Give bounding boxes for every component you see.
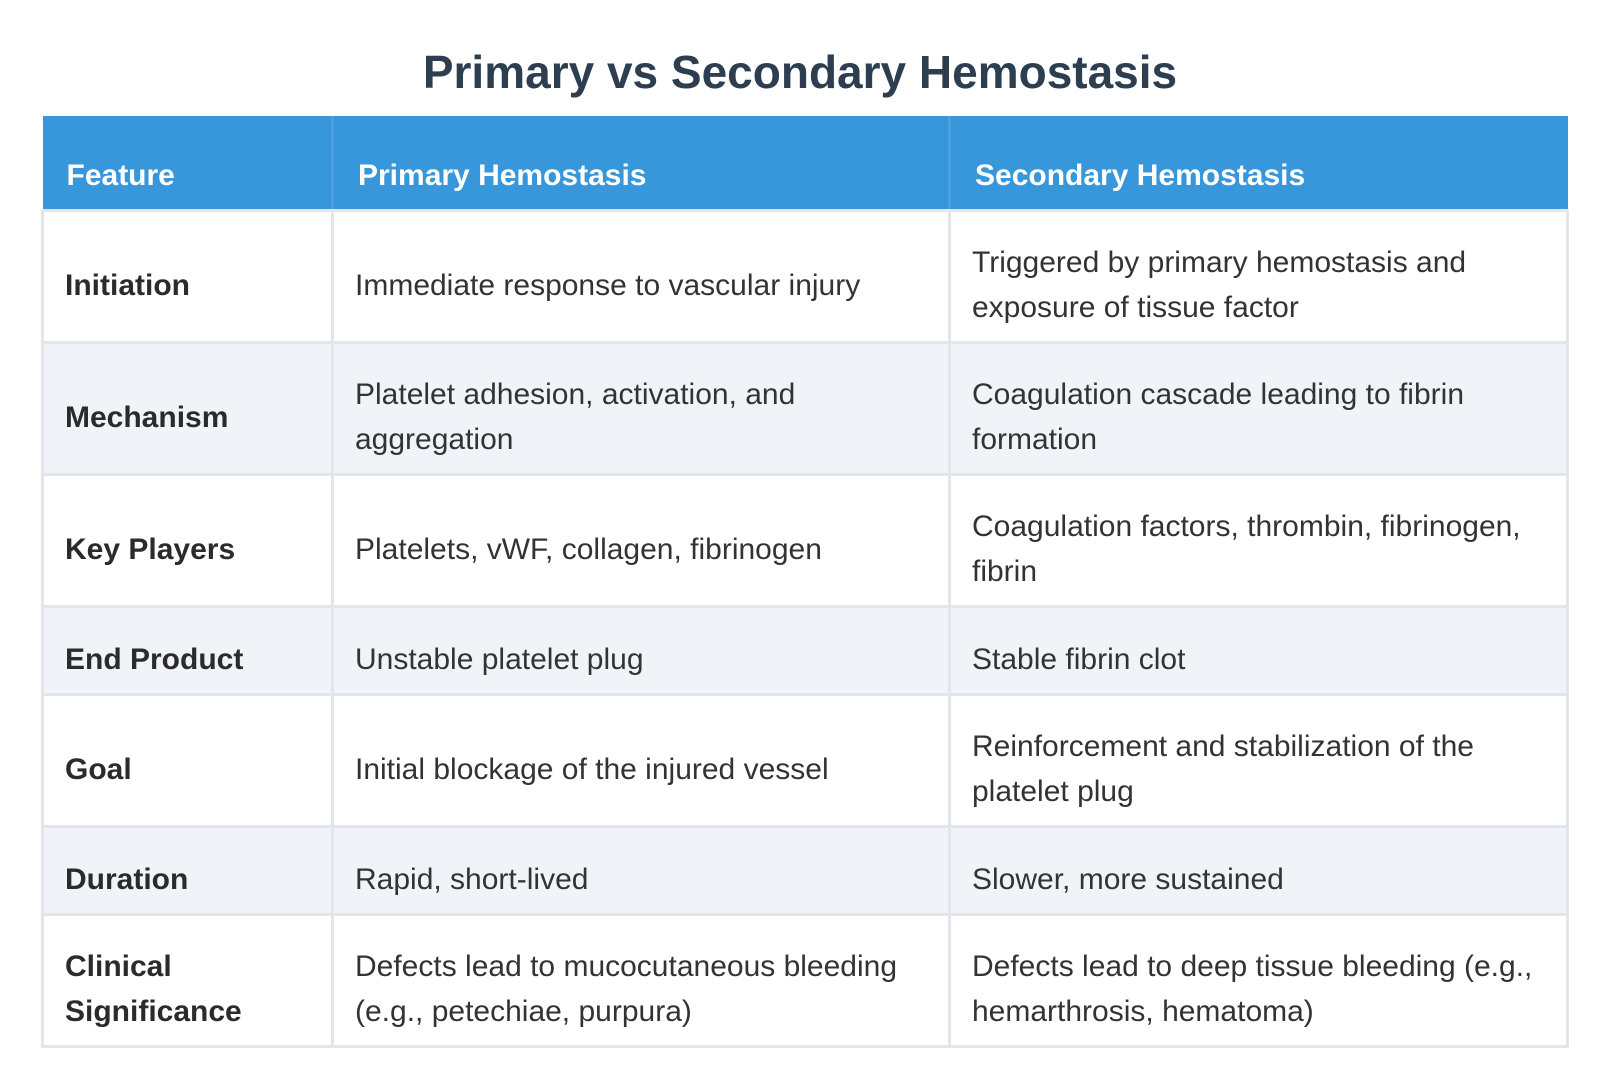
feature-cell: Duration	[43, 826, 333, 914]
secondary-cell: Triggered by primary hemostasis and exposure of tissue factor	[950, 210, 1568, 342]
secondary-cell: Defects lead to deep tissue bleeding (e.g., hemarthrosis, hematoma)	[950, 914, 1568, 1046]
feature-cell: End Product	[43, 606, 333, 694]
primary-cell: Platelets, vWF, collagen, fibrinogen	[333, 474, 950, 606]
table-row	[43, 914, 1568, 1046]
secondary-cell: Coagulation factors, thrombin, fibrinogen, fibrin	[950, 474, 1568, 606]
secondary-cell: Reinforcement and stabilization of the platelet plug	[950, 694, 1568, 826]
table-row	[43, 210, 1568, 342]
feature-cell: Goal	[43, 694, 333, 826]
page-title: Primary vs Secondary Hemostasis	[422, 46, 1178, 98]
secondary-cell: Stable fibrin clot	[950, 606, 1568, 694]
table-header-row	[43, 116, 1568, 210]
feature-cell: Initiation	[43, 210, 333, 342]
secondary-cell: Coagulation cascade leading to fibrin formation	[950, 342, 1568, 474]
feature-cell: Mechanism	[43, 342, 333, 474]
feature-cell: Key Players	[43, 474, 333, 606]
primary-cell: Immediate response to vascular injury	[333, 210, 950, 342]
column-header-secondary: Secondary Hemostasis	[950, 116, 1568, 210]
table-row	[43, 606, 1568, 694]
secondary-cell: Slower, more sustained	[950, 826, 1568, 914]
feature-cell: Clinical Significance	[43, 914, 333, 1046]
table-row	[43, 694, 1568, 826]
comparison-table	[41, 116, 1569, 1048]
table-row	[43, 474, 1568, 606]
primary-cell: Rapid, short-lived	[333, 826, 950, 914]
primary-cell: Initial blockage of the injured vessel	[333, 694, 950, 826]
primary-cell: Unstable platelet plug	[333, 606, 950, 694]
column-header-feature: Feature	[43, 116, 333, 210]
primary-cell: Defects lead to mucocutaneous bleeding (e.g., petechiae, purpura)	[333, 914, 950, 1046]
table-row	[43, 342, 1568, 474]
table-row	[43, 826, 1568, 914]
primary-cell: Platelet adhesion, activation, and aggregation	[333, 342, 950, 474]
column-header-primary: Primary Hemostasis	[333, 116, 950, 210]
